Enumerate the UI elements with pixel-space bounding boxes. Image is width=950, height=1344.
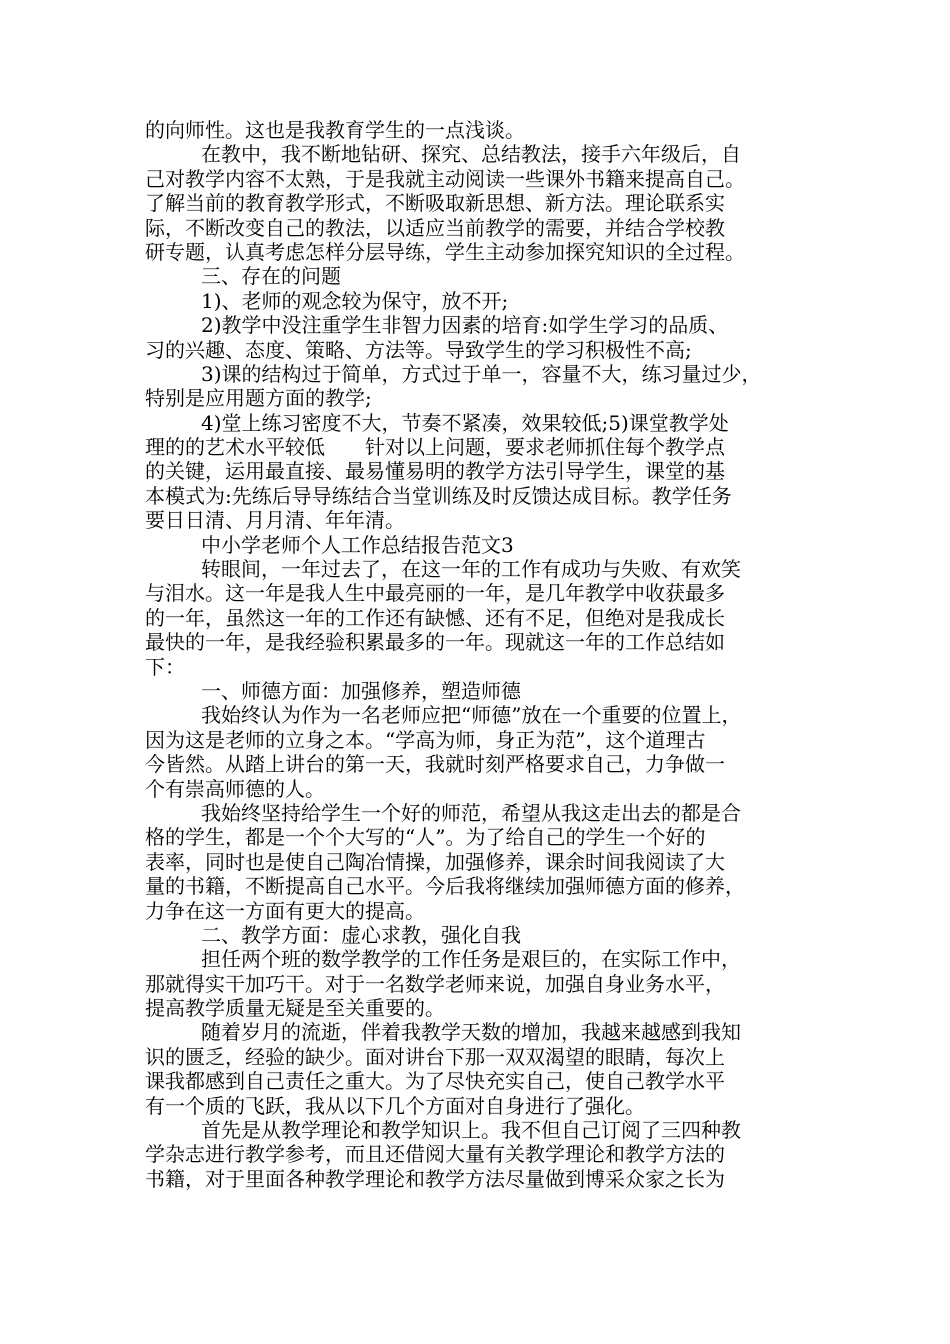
text-line: 转眼间，一年过去了，在这一年的工作有成功与失败、有欢笑 bbox=[201, 557, 741, 582]
text-line: 因为这是老师的立身之本。“学高为师，身正为范”，这个道理古 bbox=[145, 727, 706, 752]
text-line: 3)课的结构过于简单，方式过于单一，容量不大，练习量过少， bbox=[201, 361, 762, 386]
text-line: 习的兴趣、态度、策略、方法等。导致学生的学习积极性不高; bbox=[145, 337, 692, 362]
text-line: 与泪水。这一年是我人生中最亮丽的一年，是几年教学中收获最多 bbox=[145, 581, 725, 606]
text-line: 我始终认为作为一名老师应把“师德”放在一个重要的位置上， bbox=[201, 703, 742, 728]
text-line: 本模式为:先练后导导练结合当堂训练及时反馈达成目标。教学任务 bbox=[145, 483, 732, 508]
text-line: 的向师性。这也是我教育学生的一点浅谈。 bbox=[145, 118, 525, 142]
text-line: 要日日清、月月清、年年清。 bbox=[145, 508, 405, 533]
text-line: 1)、老师的观念较为保守，放不开; bbox=[201, 288, 509, 313]
text-line: 理的的艺术水平较低 针对以上问题，要求老师抓住每个教学点 bbox=[145, 435, 725, 460]
text-line: 量的书籍，不断提高自己水平。今后我将继续加强师德方面的修养， bbox=[145, 874, 745, 899]
text-line: 三、存在的问题 bbox=[201, 264, 341, 289]
text-line: 个有崇高师德的人。 bbox=[145, 776, 325, 801]
text-line: 学杂志进行教学参考，而且还借阅大量有关教学理论和教学方法的 bbox=[145, 1142, 725, 1167]
text-line: 课我都感到自己责任之重大。为了尽快充实自己，使自己教学水平 bbox=[145, 1069, 725, 1094]
text-line: 书籍，对于里面各种教学理论和教学方法尽量做到博采众家之长为 bbox=[145, 1166, 725, 1191]
text-line: 那就得实干加巧干。对于一名数学老师来说，加强自身业务水平， bbox=[145, 971, 725, 996]
text-line: 了解当前的教育教学形式，不断吸取新思想、新方法。理论联系实 bbox=[145, 191, 725, 216]
text-line: 际，不断改变自己的教法，以适应当前教学的需要，并结合学校教 bbox=[145, 215, 725, 240]
text-line: 的关键，运用最直接、最易懂易明的教学方法引导学生，课堂的基 bbox=[145, 459, 725, 484]
text-line: 识的匮乏，经验的缺少。面对讲台下那一双双渴望的眼睛，每次上 bbox=[145, 1044, 725, 1069]
text-line: 我始终坚持给学生一个好的师范，希望从我这走出去的都是合 bbox=[201, 800, 741, 825]
text-line: 提高教学质量无疑是至关重要的。 bbox=[145, 996, 445, 1021]
text-line: 研专题，认真考虑怎样分层导练，学生主动参加探究知识的全过程。 bbox=[145, 239, 745, 264]
text-line: 特别是应用题方面的教学; bbox=[145, 386, 372, 411]
text-line: 己对教学内容不太熟，于是我就主动阅读一些课外书籍来提高自己。 bbox=[145, 166, 745, 191]
text-line: 首先是从教学理论和教学知识上。我不但自己订阅了三四种教 bbox=[201, 1118, 741, 1143]
text-line: 有一个质的飞跃，我从以下几个方面对自身进行了强化。 bbox=[145, 1093, 645, 1118]
document-body bbox=[145, 118, 810, 1191]
text-line: 中小学老师个人工作总结报告范文3 bbox=[201, 532, 514, 557]
text-line: 格的学生，都是一个个大写的“人”。为了给自己的学生一个好的 bbox=[145, 825, 706, 850]
text-line: 下： bbox=[145, 654, 185, 679]
text-line: 最快的一年，是我经验积累最多的一年。现就这一年的工作总结如 bbox=[145, 630, 725, 655]
text-line: 二、教学方面：虚心求教，强化自我 bbox=[201, 922, 521, 947]
text-line: 2)教学中没注重学生非智力因素的培育:如学生学习的品质、 bbox=[201, 313, 729, 338]
text-line: 4)堂上练习密度不大，节奏不紧凑，效果较低;5)课堂教学处 bbox=[201, 410, 729, 435]
text-line: 随着岁月的流逝，伴着我教学天数的增加，我越来越感到我知 bbox=[201, 1020, 741, 1045]
text-line: 在教中，我不断地钻研、探究、总结教法，接手六年级后，自 bbox=[201, 142, 741, 167]
text-line: 表率，同时也是使自己陶冶情操，加强修养，课余时间我阅读了大 bbox=[145, 849, 725, 874]
text-line: 今皆然。从踏上讲台的第一天，我就时刻严格要求自己，力争做一 bbox=[145, 752, 725, 777]
text-line: 的一年，虽然这一年的工作还有缺憾、还有不足，但绝对是我成长 bbox=[145, 605, 725, 630]
text-line: 力争在这一方面有更大的提高。 bbox=[145, 898, 425, 923]
text-line: 一、师德方面：加强修养，塑造师德 bbox=[201, 678, 521, 703]
text-line: 担任两个班的数学教学的工作任务是艰巨的，在实际工作中， bbox=[201, 947, 741, 972]
